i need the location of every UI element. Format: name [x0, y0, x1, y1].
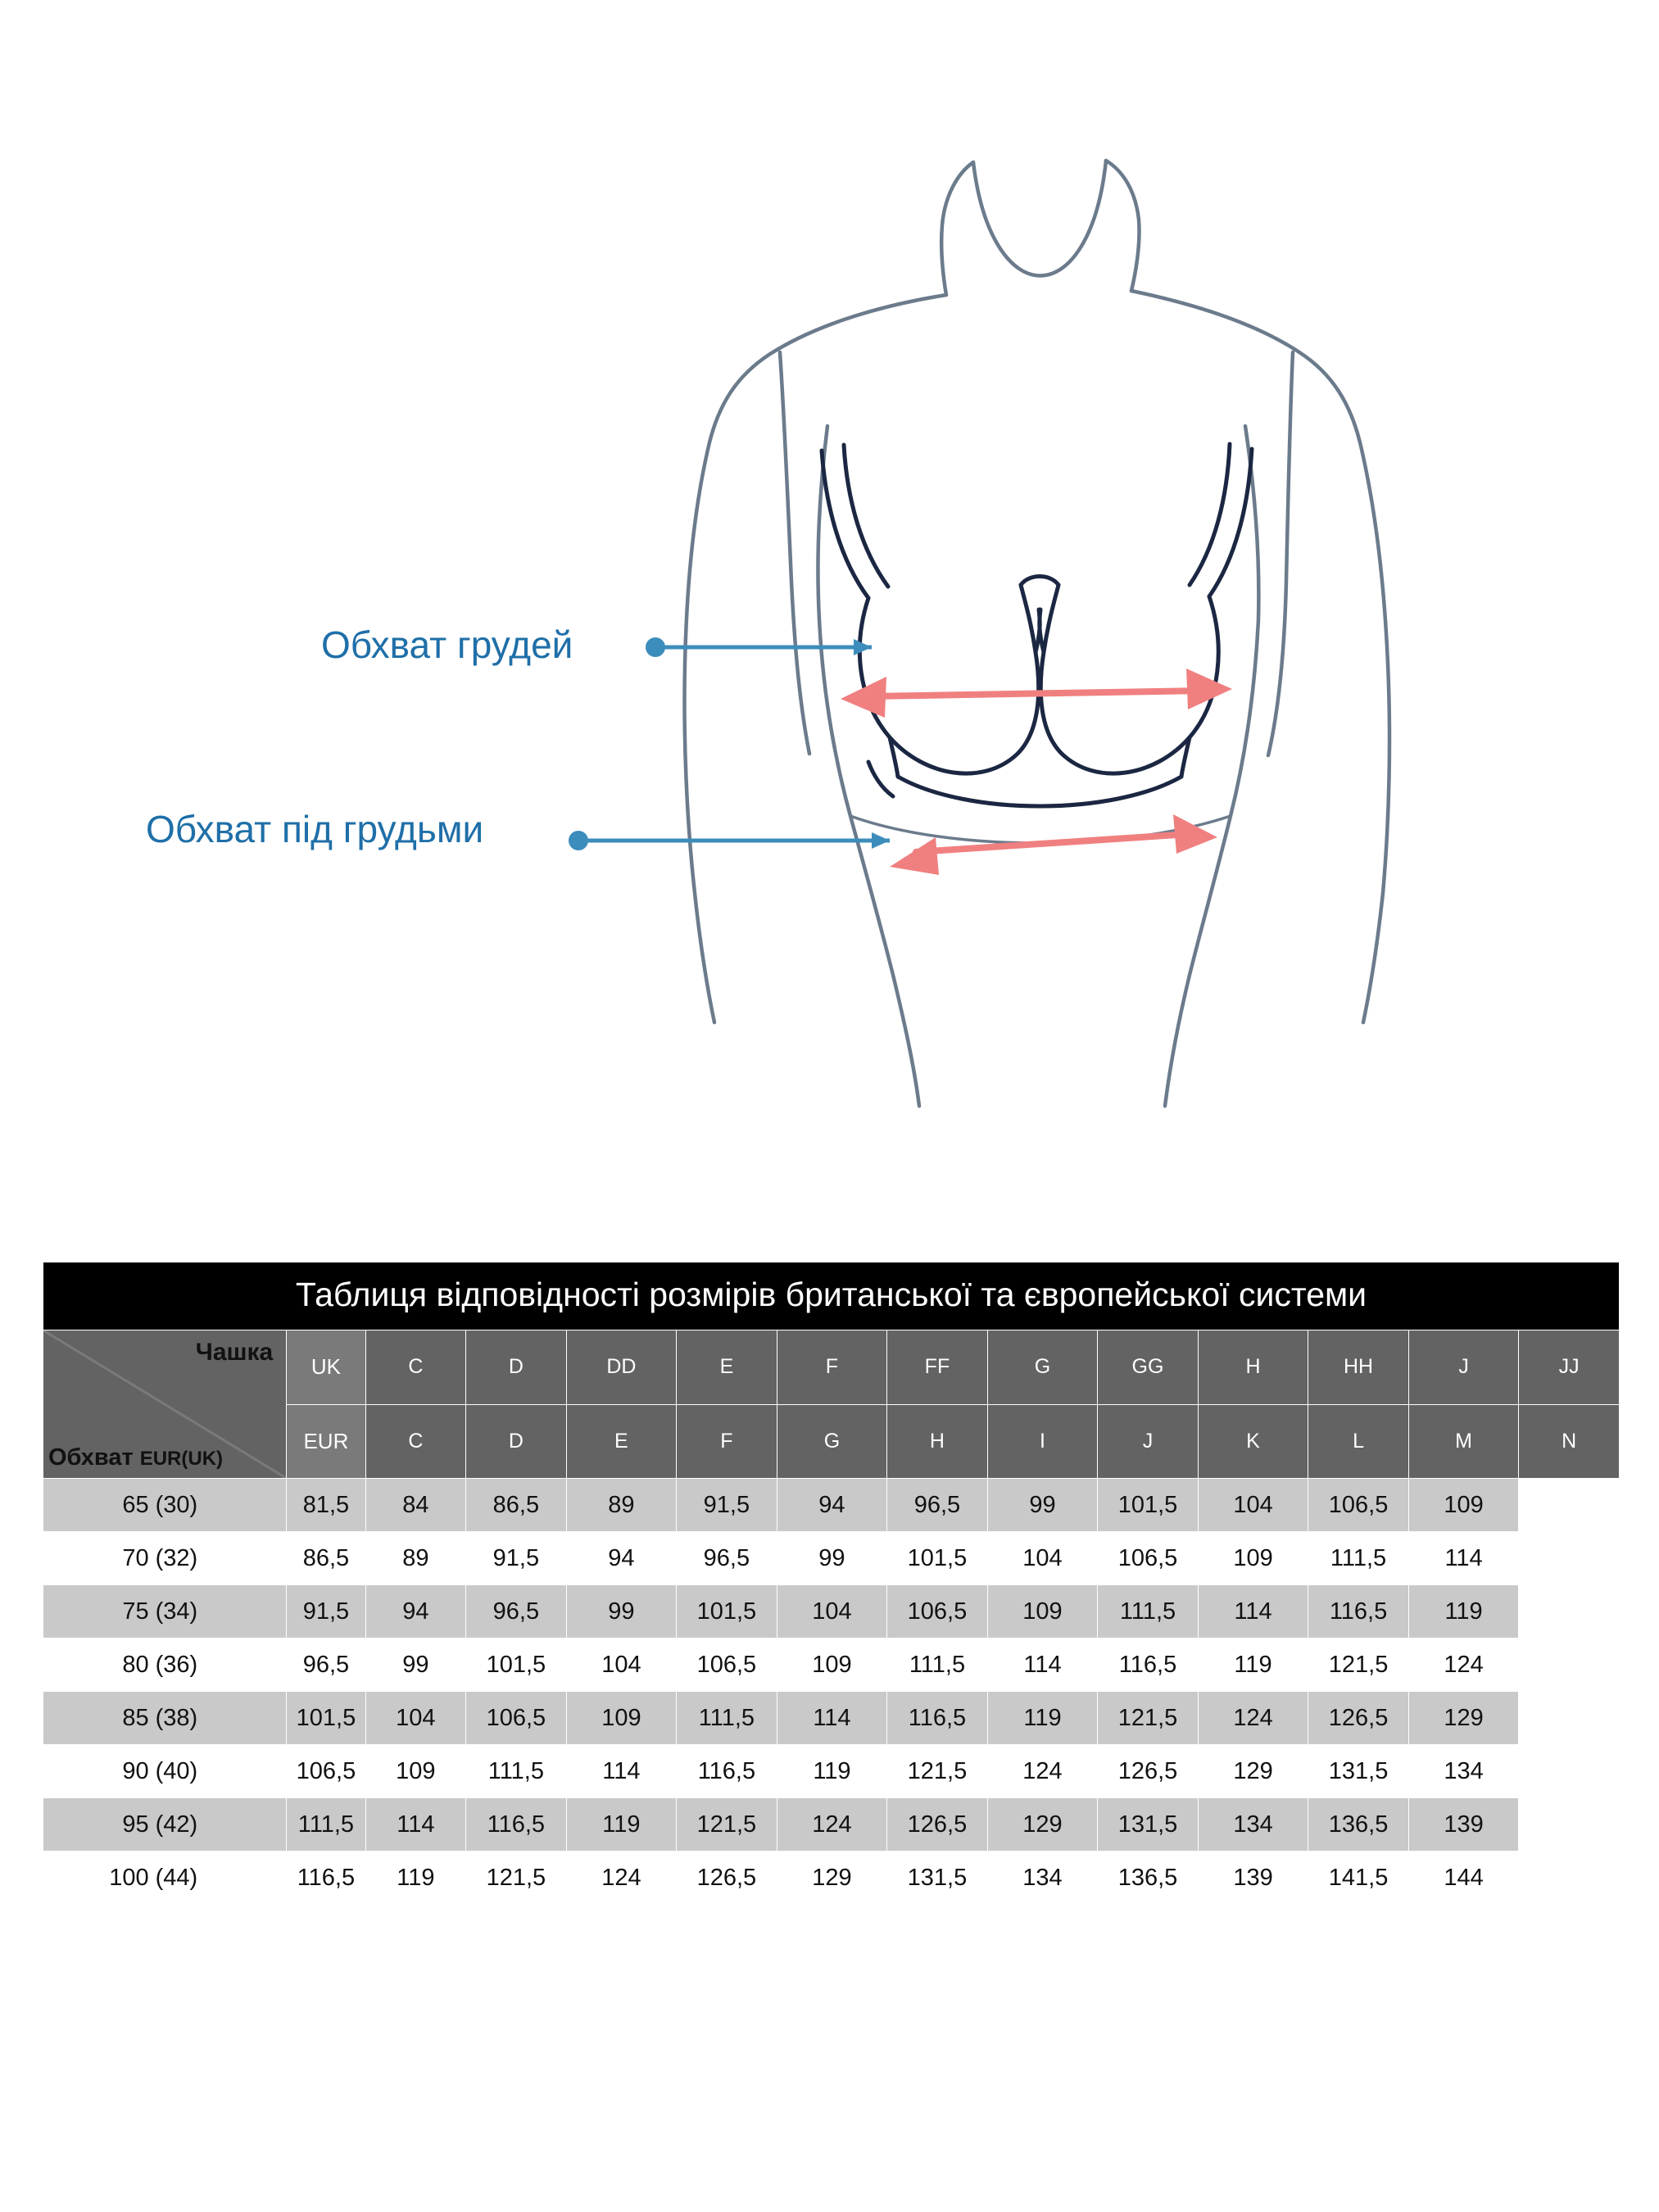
table-row	[43, 1798, 1620, 1852]
cell-2-8: 111,5	[1098, 1585, 1199, 1639]
cup-eur-10: M	[1408, 1404, 1519, 1479]
cup-eur-6: I	[987, 1404, 1098, 1479]
cell-0-9: 104	[1198, 1479, 1308, 1532]
size-chart-container	[43, 1262, 1620, 1905]
underbust-leader-line	[569, 831, 890, 850]
cell-3-11: 124	[1408, 1639, 1519, 1692]
cell-0-3: 89	[566, 1479, 677, 1532]
row-size-0: 65 (30)	[43, 1479, 287, 1532]
cup-eur-7: J	[1098, 1404, 1199, 1479]
cell-2-5: 104	[777, 1585, 887, 1639]
row-size-6: 95 (42)	[43, 1798, 287, 1852]
cup-eur-8: K	[1198, 1404, 1308, 1479]
cell-6-6: 126,5	[887, 1798, 988, 1852]
cell-7-1: 119	[365, 1852, 466, 1905]
cell-3-3: 104	[566, 1639, 677, 1692]
table-row	[43, 1639, 1620, 1692]
cell-1-2: 91,5	[466, 1532, 567, 1585]
table-row	[43, 1852, 1620, 1905]
cell-7-2: 121,5	[466, 1852, 567, 1905]
cell-1-1: 89	[365, 1532, 466, 1585]
corner-cup-label: Чашка	[195, 1339, 274, 1366]
cell-1-0: 86,5	[287, 1532, 365, 1585]
corner-header-cell	[43, 1330, 287, 1479]
cell-2-7: 109	[987, 1585, 1098, 1639]
cell-4-7: 119	[987, 1692, 1098, 1745]
cell-6-9: 134	[1198, 1798, 1308, 1852]
cell-3-9: 119	[1198, 1639, 1308, 1692]
row-size-2: 75 (34)	[43, 1585, 287, 1639]
cell-6-4: 121,5	[677, 1798, 777, 1852]
body-outline	[685, 161, 1390, 1106]
system-label-uk: UK	[287, 1330, 365, 1405]
cell-7-8: 136,5	[1098, 1852, 1199, 1905]
cell-2-3: 99	[566, 1585, 677, 1639]
cell-5-2: 111,5	[466, 1745, 567, 1798]
cell-4-11: 129	[1408, 1692, 1519, 1745]
size-chart-table	[43, 1262, 1620, 1905]
cell-6-0: 111,5	[287, 1798, 365, 1852]
cell-0-7: 99	[987, 1479, 1098, 1532]
cell-1-11: 114	[1408, 1532, 1519, 1585]
table-title: Таблиця відповідності розмірів британської та європейської системи	[43, 1262, 1620, 1330]
cell-0-4: 91,5	[677, 1479, 777, 1532]
cell-5-0: 106,5	[287, 1745, 365, 1798]
cell-0-1: 84	[365, 1479, 466, 1532]
cell-3-4: 106,5	[677, 1639, 777, 1692]
cell-1-4: 96,5	[677, 1532, 777, 1585]
cell-3-8: 116,5	[1098, 1639, 1199, 1692]
cell-7-9: 139	[1198, 1852, 1308, 1905]
cell-0-2: 86,5	[466, 1479, 567, 1532]
cell-4-3: 109	[566, 1692, 677, 1745]
cell-0-6: 96,5	[887, 1479, 988, 1532]
cell-7-0: 116,5	[287, 1852, 365, 1905]
table-row	[43, 1745, 1620, 1798]
cell-5-7: 124	[987, 1745, 1098, 1798]
cell-4-6: 116,5	[887, 1692, 988, 1745]
cell-1-9: 109	[1198, 1532, 1308, 1585]
row-size-3: 80 (36)	[43, 1639, 287, 1692]
cell-2-4: 101,5	[677, 1585, 777, 1639]
cell-4-8: 121,5	[1098, 1692, 1199, 1745]
cell-5-10: 131,5	[1308, 1745, 1409, 1798]
cup-eur-0: C	[365, 1404, 466, 1479]
cell-3-5: 109	[777, 1639, 887, 1692]
cell-2-2: 96,5	[466, 1585, 567, 1639]
cell-5-5: 119	[777, 1745, 887, 1798]
cell-7-3: 124	[566, 1852, 677, 1905]
cell-7-10: 141,5	[1308, 1852, 1409, 1905]
cell-1-3: 94	[566, 1532, 677, 1585]
cell-3-10: 121,5	[1308, 1639, 1409, 1692]
cup-eur-11: N	[1519, 1404, 1620, 1479]
cell-7-6: 131,5	[887, 1852, 988, 1905]
table-row	[43, 1585, 1620, 1639]
cell-7-11: 144	[1408, 1852, 1519, 1905]
cell-1-7: 104	[987, 1532, 1098, 1585]
cell-0-10: 106,5	[1308, 1479, 1409, 1532]
system-label-eur: EUR	[287, 1404, 365, 1479]
cell-4-5: 114	[777, 1692, 887, 1745]
cup-eur-9: L	[1308, 1404, 1409, 1479]
cup-uk-7: GG	[1098, 1330, 1199, 1405]
cup-uk-1: D	[466, 1330, 567, 1405]
cup-eur-2: E	[566, 1404, 677, 1479]
cell-0-5: 94	[777, 1479, 887, 1532]
cell-0-8: 101,5	[1098, 1479, 1199, 1532]
cell-5-1: 109	[365, 1745, 466, 1798]
row-size-7: 100 (44)	[43, 1852, 287, 1905]
cell-5-8: 126,5	[1098, 1745, 1199, 1798]
bra-outline	[822, 444, 1252, 806]
cell-6-8: 131,5	[1098, 1798, 1199, 1852]
cell-6-5: 124	[777, 1798, 887, 1852]
table-row	[43, 1479, 1620, 1532]
cell-4-0: 101,5	[287, 1692, 365, 1745]
cell-2-10: 116,5	[1308, 1585, 1409, 1639]
cell-7-7: 134	[987, 1852, 1098, 1905]
table-row	[43, 1692, 1620, 1745]
cell-7-4: 126,5	[677, 1852, 777, 1905]
cup-uk-5: FF	[887, 1330, 988, 1405]
cell-4-1: 104	[365, 1692, 466, 1745]
underbust-measure-label: Обхват під грудьми	[146, 808, 484, 850]
cup-eur-3: F	[677, 1404, 777, 1479]
cell-1-5: 99	[777, 1532, 887, 1585]
cell-5-3: 114	[566, 1745, 677, 1798]
cell-6-11: 139	[1408, 1798, 1519, 1852]
cell-6-1: 114	[365, 1798, 466, 1852]
row-size-5: 90 (40)	[43, 1745, 287, 1798]
cup-uk-8: H	[1198, 1330, 1308, 1405]
cup-eur-1: D	[466, 1404, 567, 1479]
cell-7-5: 129	[777, 1852, 887, 1905]
row-size-1: 70 (32)	[43, 1532, 287, 1585]
cup-uk-6: G	[987, 1330, 1098, 1405]
cell-6-7: 129	[987, 1798, 1098, 1852]
cell-4-9: 124	[1198, 1692, 1308, 1745]
cell-4-4: 111,5	[677, 1692, 777, 1745]
cell-4-2: 106,5	[466, 1692, 567, 1745]
cup-uk-9: HH	[1308, 1330, 1409, 1405]
cell-3-1: 99	[365, 1639, 466, 1692]
cell-5-6: 121,5	[887, 1745, 988, 1798]
cell-3-7: 114	[987, 1639, 1098, 1692]
cup-uk-3: E	[677, 1330, 777, 1405]
cell-5-4: 116,5	[677, 1745, 777, 1798]
cell-2-9: 114	[1198, 1585, 1308, 1639]
bust-measure-label: Обхват грудей	[321, 623, 573, 666]
cell-5-9: 129	[1198, 1745, 1308, 1798]
cup-uk-4: F	[777, 1330, 887, 1405]
cell-1-6: 101,5	[887, 1532, 988, 1585]
bust-leader-line	[646, 637, 872, 657]
cup-uk-10: J	[1408, 1330, 1519, 1405]
cup-uk-11: JJ	[1519, 1330, 1620, 1405]
cell-6-2: 116,5	[466, 1798, 567, 1852]
cell-6-10: 136,5	[1308, 1798, 1409, 1852]
cell-3-6: 111,5	[887, 1639, 988, 1692]
cup-uk-2: DD	[566, 1330, 677, 1405]
cup-uk-0: C	[365, 1330, 466, 1405]
underbust-measure-arrow	[890, 814, 1217, 875]
cell-0-0: 81,5	[287, 1479, 365, 1532]
cup-eur-5: H	[887, 1404, 988, 1479]
corner-bust-label: Обхват EUR(UK)	[48, 1444, 224, 1471]
cup-eur-4: G	[777, 1404, 887, 1479]
table-title-row	[43, 1262, 1620, 1330]
header-row-uk	[43, 1330, 1620, 1405]
cell-0-11: 109	[1408, 1479, 1519, 1532]
cell-3-2: 101,5	[466, 1639, 567, 1692]
row-size-4: 85 (38)	[43, 1692, 287, 1745]
cell-2-6: 106,5	[887, 1585, 988, 1639]
cell-2-0: 91,5	[287, 1585, 365, 1639]
cell-1-10: 111,5	[1308, 1532, 1409, 1585]
cell-1-8: 106,5	[1098, 1532, 1199, 1585]
cell-5-11: 134	[1408, 1745, 1519, 1798]
cell-2-11: 119	[1408, 1585, 1519, 1639]
cell-2-1: 94	[365, 1585, 466, 1639]
cell-3-0: 96,5	[287, 1639, 365, 1692]
table-row	[43, 1532, 1620, 1585]
cell-4-10: 126,5	[1308, 1692, 1409, 1745]
cell-6-3: 119	[566, 1798, 677, 1852]
